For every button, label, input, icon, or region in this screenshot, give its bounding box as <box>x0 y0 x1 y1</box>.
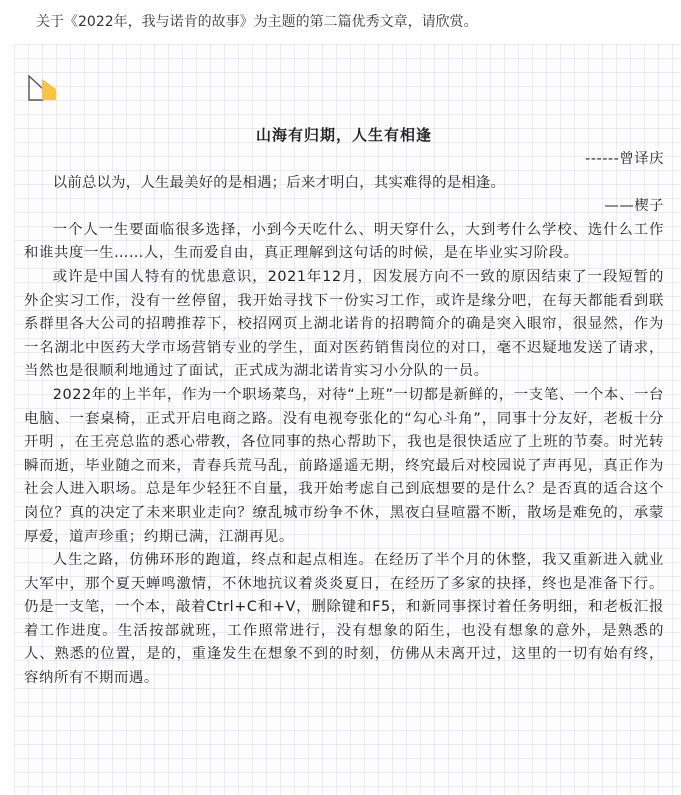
article-author: ------曾译庆 <box>585 151 664 167</box>
intro-text: 关于《2022年，我与诺肯的故事》为主题的第二篇优秀文章，请欣赏。 <box>36 14 478 30</box>
article <box>24 124 664 691</box>
article-paragraph: 或许是中国人特有的忧患意识，2021年12月，因发展方向不一致的原因结束了一段短暂的外企实习工作，没有一丝停留，我开始寻找下一份实习工作，或许是缘分吧，在每天都能看到联系群里各大公司的招聘推荐下，校招网页上湖北诺肯的招聘简介的确是突入眼帘，很显然，作为一名湖北中医药大学市场营销专业的学生，面对医药销售岗位的对口，毫不迟疑地发送了请求，当然也是很顺利地通过了面试，正式成为湖北诺肯实习小分队的一员。 <box>24 268 664 380</box>
article-quote: 以前总以为，人生最美好的是相遇；后来才明白，其实难得的是相逢。 <box>52 174 506 191</box>
article-paragraph: 一个人一生要面临很多选择，小到今天吃什么、明天穿什么，大到考什么学校、选什么工作和谁共度一生……人，生而爱自由，真正理解到这句话的时候，是在毕业实习阶段。 <box>24 221 664 262</box>
article-title: 山海有归期，人生有相逢 <box>255 126 432 144</box>
article-paragraph: 2022年的上半年，作为一个职场菜鸟，对待“上班”一切都是新鲜的，一支笔、一个本、一台电脑、一套桌椅，正式开启电商之路。没有电视夸张化的“勾心斗角”，同事十分友好，老板十分开明 ，在王亮总监的悉心带教，各位同事的热心帮助下，我也是很快适应了上班的节奏。时光转瞬而逝，毕业随之而来，青春兵荒马乱，前路遥遥无期，终究最后对校园说了声再见，真正作为社会人进入职场。总是年少轻狂不自量，我开始考虑自己到底想要的是什么？是否真的适合这个岗位？真的决定了未来职业走向？缭乱城市纷争不休，黑夜白昼喧嚣不断，散场是难免的，承蒙厚爱，道声珍重；约期已满，江湖再见。 <box>24 386 664 545</box>
bookmark-decoration-icon <box>28 75 56 101</box>
quote-source: ——楔子 <box>604 198 664 215</box>
article-card <box>14 44 681 795</box>
article-paragraph: 人生之路，仿佛环形的跑道，终点和起点相连。在经历了半个月的休整，我又重新进入就业大军中，那个夏天蝉鸣激情，不休地抗议着炎炎夏日，在经历了多家的抉择，终也是准备下行。仍是一支笔，一个本，敲着Ctrl+C和+V，删除键和F5，和新同事探讨着任务明细，和老板汇报着工作进度。生活按部就班，工作照常进行，没有想象的陌生，也没有想象的意外，是熟悉的人、熟悉的位置，是的，重逢发生在想象不到的时刻，仿佛从未离开过，这里的一切有始有终，容纳所有不期而遇。 <box>24 552 664 687</box>
